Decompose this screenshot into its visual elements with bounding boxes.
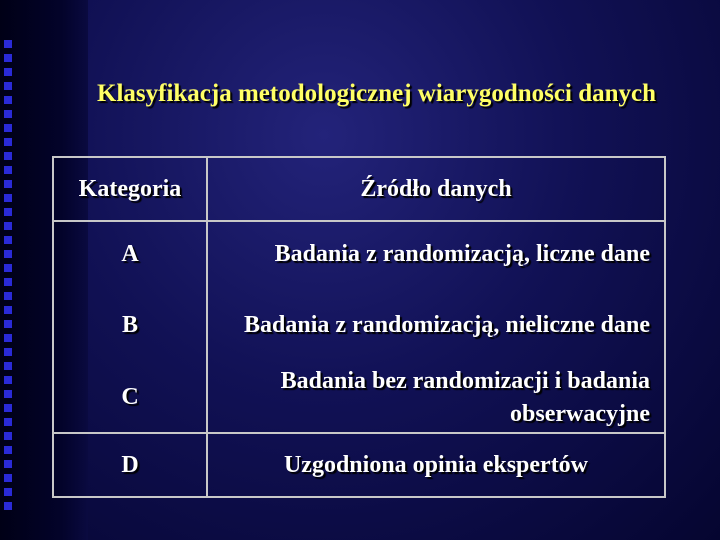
decor-square — [4, 222, 12, 230]
decor-square — [4, 376, 12, 384]
decor-square — [4, 460, 12, 468]
decor-square — [4, 96, 12, 104]
row-source: Badania z randomizacją, nieliczne dane — [244, 311, 650, 338]
decor-square — [4, 334, 12, 342]
decor-square — [4, 40, 12, 48]
decor-square — [4, 194, 12, 202]
decor-square — [4, 236, 12, 244]
decor-square — [4, 138, 12, 146]
decor-square — [4, 68, 12, 76]
decor-square — [4, 306, 12, 314]
bullet-squares-column — [4, 40, 18, 516]
decor-square — [4, 362, 12, 370]
decor-square — [4, 320, 12, 328]
decor-square — [4, 404, 12, 412]
row-category: D — [53, 433, 207, 497]
decor-square — [4, 474, 12, 482]
classification-table — [52, 156, 666, 498]
decor-square — [4, 250, 12, 258]
decor-square — [4, 152, 12, 160]
row-source: Badania bez randomizacji i badania obserwacyjne — [207, 363, 665, 433]
decor-square — [4, 166, 12, 174]
slide-title: Klasyfikacja metodologicznej wiarygodności danych — [97, 80, 657, 107]
table-row — [53, 433, 665, 497]
decor-square — [4, 278, 12, 286]
decor-square — [4, 488, 12, 496]
decor-square — [4, 110, 12, 118]
decor-square — [4, 390, 12, 398]
table-header-row — [53, 157, 665, 221]
decor-square — [4, 82, 12, 90]
decor-square — [4, 418, 12, 426]
table-row — [53, 363, 665, 433]
table-row — [53, 221, 665, 287]
decor-square — [4, 264, 12, 272]
row-source: Uzgodniona opinia ekspertów — [283, 451, 589, 478]
header-category: Kategoria — [53, 157, 207, 221]
row-category: C — [53, 363, 207, 433]
decor-square — [4, 348, 12, 356]
decor-square — [4, 446, 12, 454]
table-row — [53, 287, 665, 363]
decor-square — [4, 124, 12, 132]
row-category: A — [53, 221, 207, 287]
decor-square — [4, 292, 12, 300]
header-source: Źródło danych — [207, 157, 665, 221]
decor-square — [4, 432, 12, 440]
decor-square — [4, 180, 12, 188]
row-category: B — [53, 287, 207, 363]
row-source: Badania z randomizacją, liczne dane — [274, 241, 650, 267]
decor-square — [4, 208, 12, 216]
decor-square — [4, 54, 12, 62]
decor-square — [4, 502, 12, 510]
